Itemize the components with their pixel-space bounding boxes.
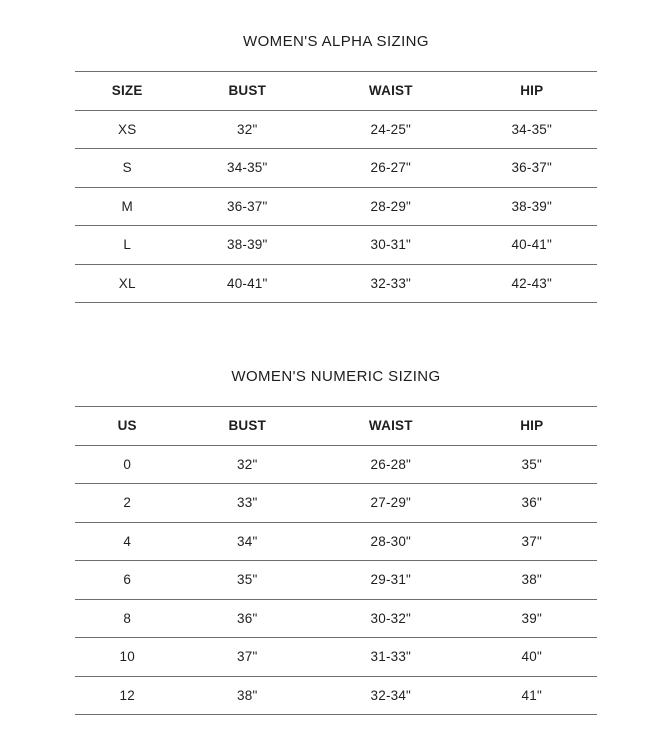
bust-cell: 34-35" xyxy=(179,149,315,188)
table-row xyxy=(75,484,597,523)
hip-cell: 35" xyxy=(466,445,597,484)
us-cell: 12 xyxy=(75,676,179,715)
us-cell: 6 xyxy=(75,561,179,600)
waist-cell: 26-28" xyxy=(315,445,466,484)
hip-cell: 40-41" xyxy=(466,226,597,265)
header-row xyxy=(75,407,597,446)
bust-cell: 33" xyxy=(179,484,315,523)
waist-cell: 31-33" xyxy=(315,638,466,677)
table-row xyxy=(75,110,597,149)
hip-cell: 36-37" xyxy=(466,149,597,188)
column-header-us: US xyxy=(75,407,179,446)
header-row xyxy=(75,72,597,111)
numeric-sizing-title: WOMEN'S NUMERIC SIZING xyxy=(231,368,441,385)
hip-cell: 38" xyxy=(466,561,597,600)
column-header-hip: HIP xyxy=(466,407,597,446)
size-cell: M xyxy=(75,187,179,226)
alpha-sizing-title: WOMEN'S ALPHA SIZING xyxy=(243,33,429,50)
waist-cell: 29-31" xyxy=(315,561,466,600)
table-row xyxy=(75,187,597,226)
numeric-sizing-table xyxy=(75,406,597,715)
hip-cell: 34-35" xyxy=(466,110,597,149)
size-cell: XL xyxy=(75,264,179,303)
waist-cell: 32-34" xyxy=(315,676,466,715)
bust-cell: 37" xyxy=(179,638,315,677)
bust-cell: 32" xyxy=(179,445,315,484)
column-header-hip: HIP xyxy=(466,72,597,111)
column-header-size: SIZE xyxy=(75,72,179,111)
table-row xyxy=(75,226,597,265)
bust-cell: 38-39" xyxy=(179,226,315,265)
waist-cell: 27-29" xyxy=(315,484,466,523)
column-header-bust: BUST xyxy=(179,72,315,111)
hip-cell: 38-39" xyxy=(466,187,597,226)
hip-cell: 42-43" xyxy=(466,264,597,303)
waist-cell: 28-29" xyxy=(315,187,466,226)
size-cell: L xyxy=(75,226,179,265)
hip-cell: 39" xyxy=(466,599,597,638)
table-row xyxy=(75,264,597,303)
us-cell: 0 xyxy=(75,445,179,484)
bust-cell: 34" xyxy=(179,522,315,561)
bust-cell: 32" xyxy=(179,110,315,149)
us-cell: 2 xyxy=(75,484,179,523)
column-header-waist: WAIST xyxy=(315,72,466,111)
waist-cell: 30-31" xyxy=(315,226,466,265)
bust-cell: 40-41" xyxy=(179,264,315,303)
table-row xyxy=(75,638,597,677)
us-cell: 8 xyxy=(75,599,179,638)
waist-cell: 28-30" xyxy=(315,522,466,561)
waist-cell: 26-27" xyxy=(315,149,466,188)
table-row xyxy=(75,561,597,600)
us-cell: 4 xyxy=(75,522,179,561)
hip-cell: 36" xyxy=(466,484,597,523)
column-header-bust: BUST xyxy=(179,407,315,446)
bust-cell: 38" xyxy=(179,676,315,715)
bust-cell: 36" xyxy=(179,599,315,638)
size-cell: XS xyxy=(75,110,179,149)
waist-cell: 32-33" xyxy=(315,264,466,303)
table-row xyxy=(75,445,597,484)
hip-cell: 41" xyxy=(466,676,597,715)
hip-cell: 40" xyxy=(466,638,597,677)
alpha-sizing-section xyxy=(75,33,597,303)
table-row xyxy=(75,676,597,715)
waist-cell: 30-32" xyxy=(315,599,466,638)
waist-cell: 24-25" xyxy=(315,110,466,149)
us-cell: 10 xyxy=(75,638,179,677)
hip-cell: 37" xyxy=(466,522,597,561)
table-row xyxy=(75,599,597,638)
alpha-sizing-table xyxy=(75,71,597,303)
column-header-waist: WAIST xyxy=(315,407,466,446)
bust-cell: 35" xyxy=(179,561,315,600)
bust-cell: 36-37" xyxy=(179,187,315,226)
table-row xyxy=(75,149,597,188)
table-row xyxy=(75,522,597,561)
numeric-sizing-section xyxy=(75,368,597,715)
size-cell: S xyxy=(75,149,179,188)
